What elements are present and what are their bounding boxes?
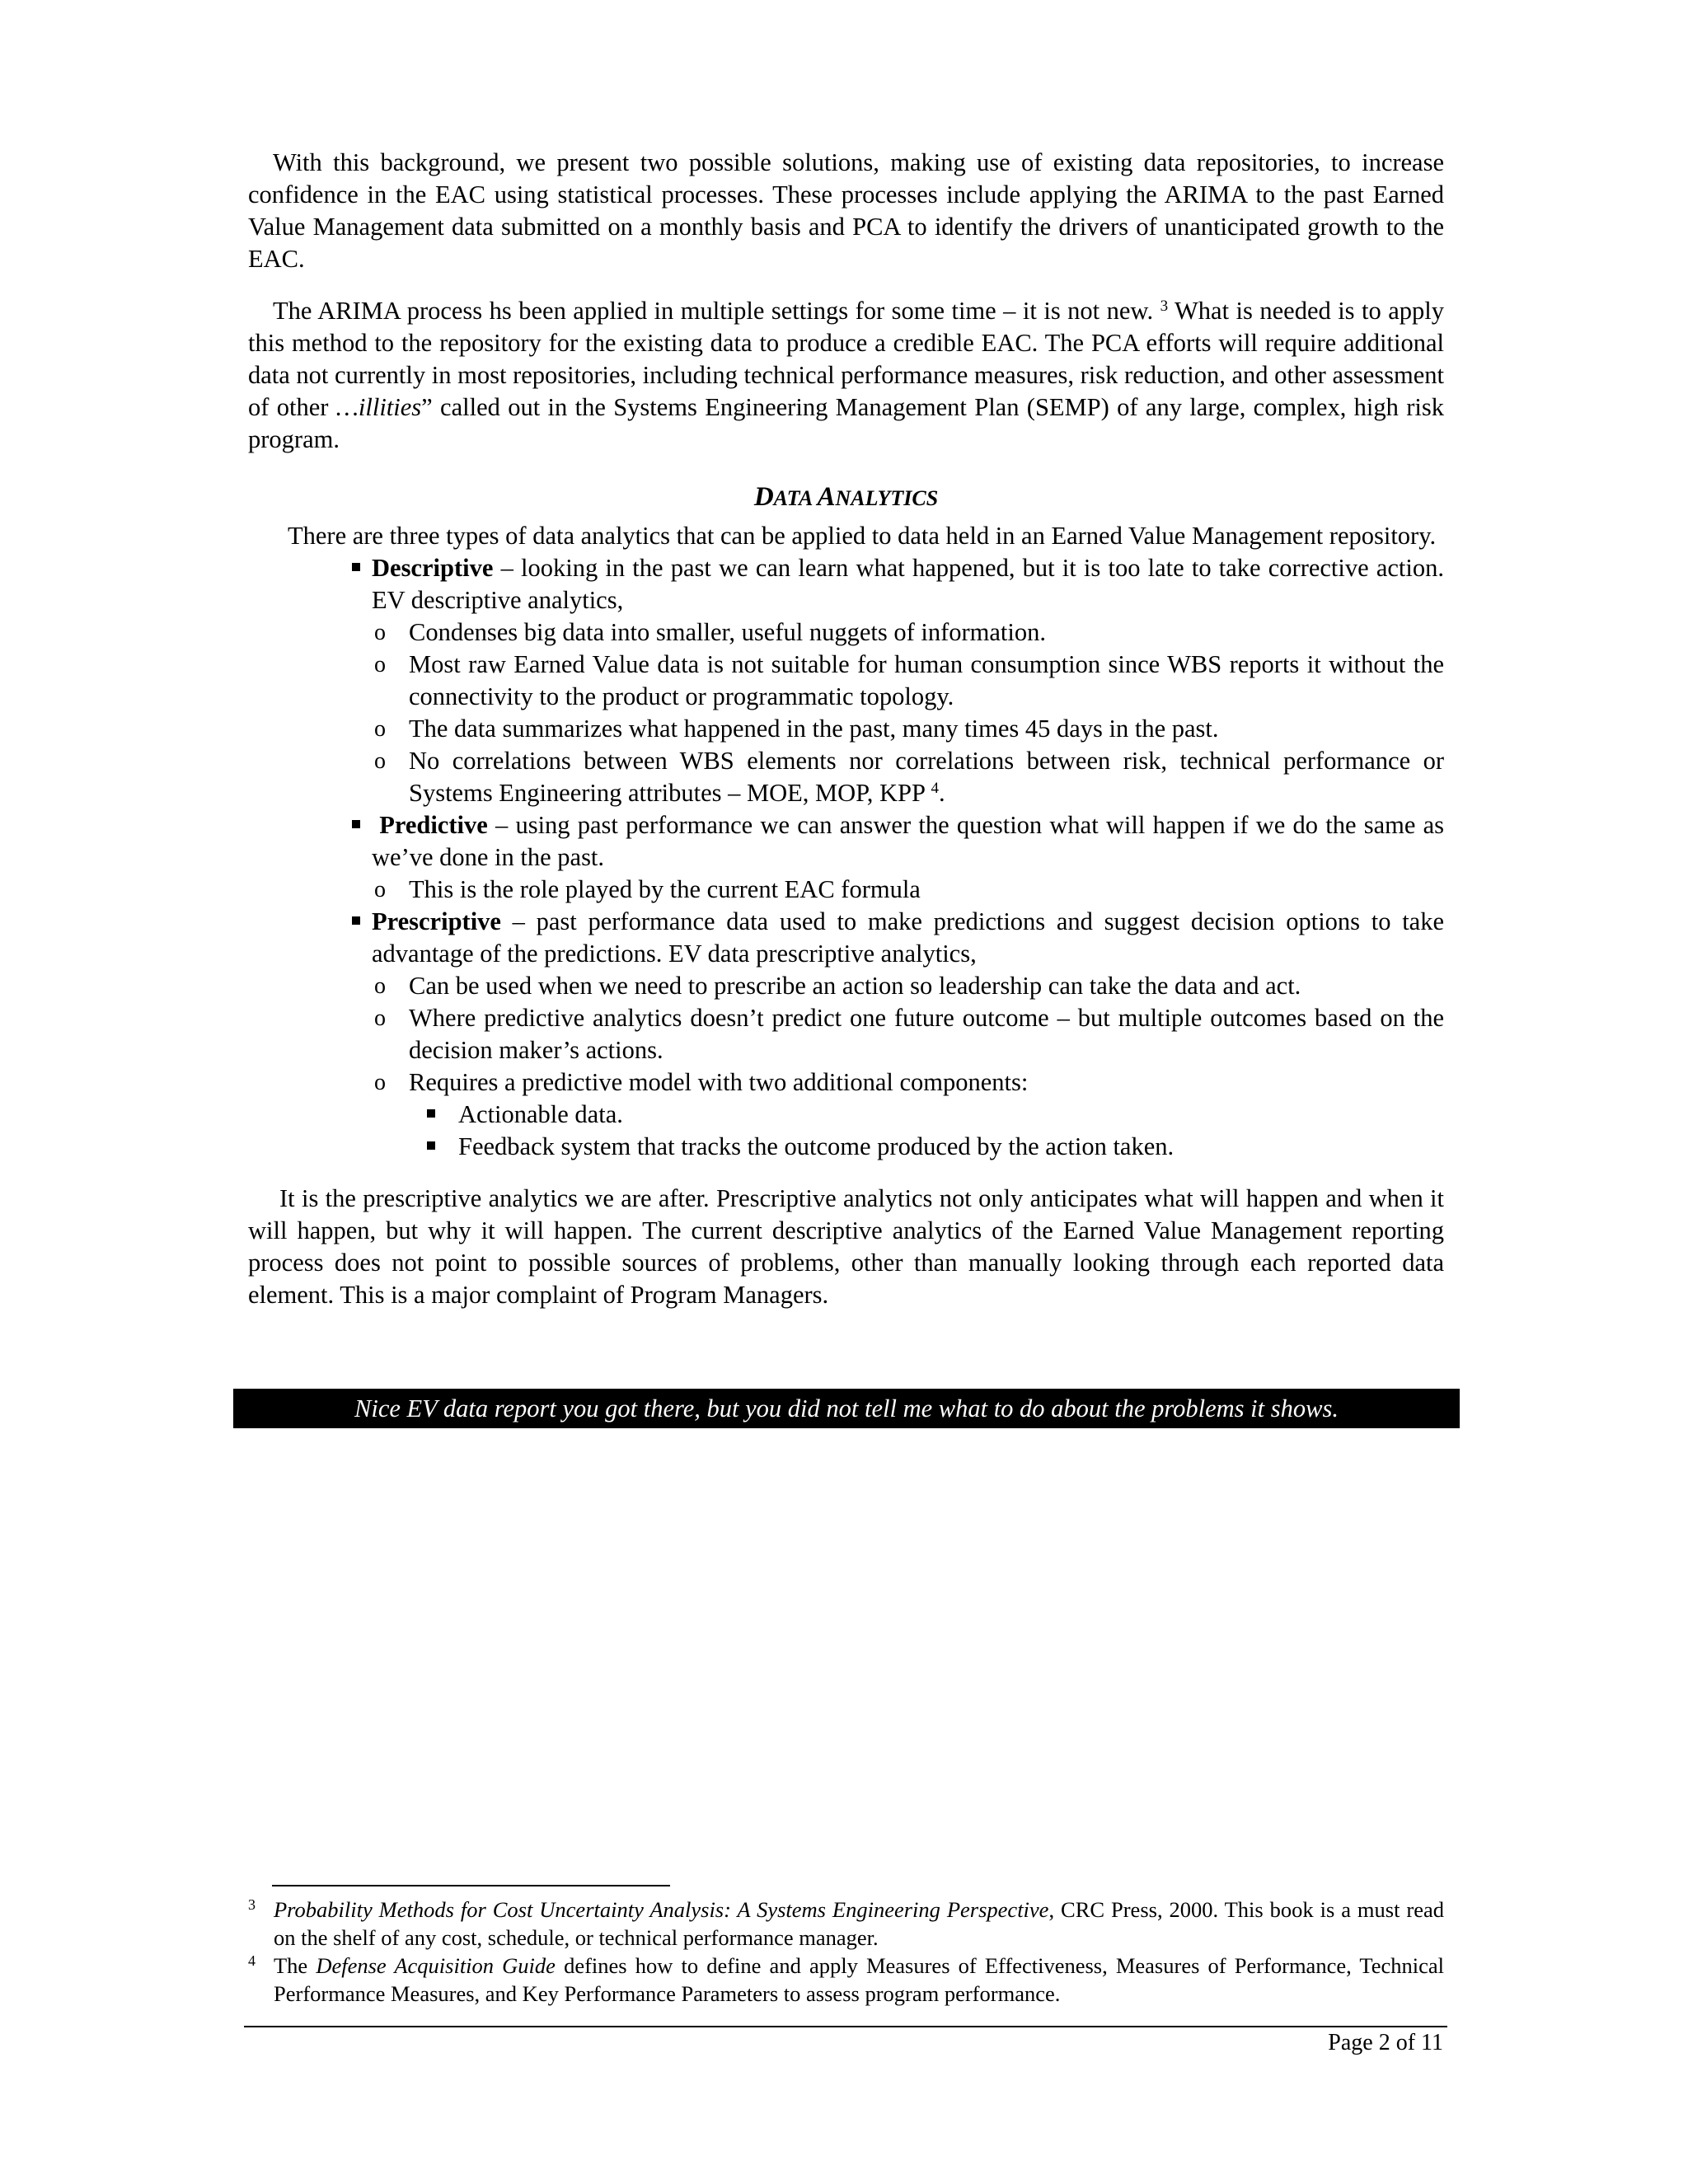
square-bullet-icon bbox=[352, 563, 360, 571]
square-bullet-icon bbox=[352, 820, 360, 828]
descriptive-text: – looking in the past we can learn what happened, but it is too late to take corrective action. EV descriptive analytics, bbox=[372, 554, 1444, 614]
descriptive-sublist bbox=[372, 616, 1444, 809]
body-text bbox=[248, 147, 1444, 1311]
list-item: o Requires a predictive model with two additional components: Actionable data. Feedback system that tracks the outcome produced by the action taken. bbox=[409, 1066, 1444, 1163]
list-item: Actionable data. bbox=[458, 1099, 1444, 1131]
arima-text-c: ” called out in the Systems Engineering Management Plan (SEMP) of any large, complex, high risk program. bbox=[248, 393, 1444, 453]
prescriptive-text: – past performance data used to make predictions and suggest decision options to take advantage of the predictions. EV data prescriptive analytics, bbox=[372, 907, 1444, 968]
circle-bullet-icon: o bbox=[374, 1070, 386, 1095]
section-heading-data-analytics bbox=[248, 480, 1444, 515]
heading-rest-nalytics: NALYTICS bbox=[835, 486, 939, 510]
square-bullet-icon bbox=[352, 916, 360, 925]
list-item-descriptive bbox=[372, 552, 1444, 809]
components-sublist bbox=[409, 1099, 1444, 1163]
footnote-title: Defense Acquisition Guide bbox=[316, 1953, 556, 1978]
paragraph-background: With this background, we present two possible solutions, making use of existing data repositories, to increase confidence in the EAC using statistical processes. These processes include applying the ARIMA to the past Earned Value Management data submitted on a monthly basis and PCA to identify the drivers of unanticipated growth to the EAC. bbox=[248, 148, 1444, 273]
arima-text-b: What is needed is to apply this method to the repository for the existing data to produce a credible EAC. The PCA efforts will require additional data not currently in most repositories, including technical performance measures, risk reduction, and other assessment of other bbox=[248, 297, 1445, 421]
square-bullet-icon bbox=[427, 1141, 435, 1150]
circle-bullet-icon: o bbox=[374, 652, 386, 677]
footnote-text: defines how to define and apply Measures of Effectiveness, Measures of Performance, Technical Performance Measures, and Key Performance Parameters to assess program performance. bbox=[274, 1953, 1444, 2006]
list-item-prescriptive bbox=[372, 906, 1444, 1163]
page-number: Page 2 of 11 bbox=[1328, 2030, 1443, 2055]
circle-bullet-icon: o bbox=[374, 1005, 386, 1031]
footnote-mark: 4 bbox=[248, 1952, 256, 1969]
footnote-3 bbox=[248, 1896, 1444, 1952]
heading-cap-a: A bbox=[817, 482, 836, 512]
section-intro: There are three types of data analytics that can be applied to data held in an Earned Value Management repository. bbox=[288, 522, 1437, 550]
predictive-text: – using past performance we can answer the question what will happen if we do the same as we’ve done in the past. bbox=[372, 811, 1444, 871]
list-item: o The data summarizes what happened in the past, many times 45 days in the past. bbox=[409, 713, 1444, 745]
list-item: o This is the role played by the current EAC formula bbox=[409, 874, 1444, 906]
circle-bullet-icon: o bbox=[374, 748, 386, 774]
heading-cap-d: D bbox=[753, 482, 774, 512]
footnote-mark: 3 bbox=[248, 1896, 256, 1913]
footnote-ref-4[interactable]: 4 bbox=[931, 780, 939, 797]
arima-text-a: The ARIMA process hs been applied in multiple settings for some time – it is not new. bbox=[273, 297, 1160, 325]
paragraph-arima bbox=[248, 295, 1444, 456]
list-item-predictive bbox=[372, 809, 1444, 906]
term-predictive: Predictive bbox=[379, 811, 488, 839]
list-item: o Can be used when we need to prescribe an action so leadership can take the data and act. bbox=[409, 970, 1444, 1002]
circle-bullet-icon: o bbox=[374, 877, 386, 902]
footnote-ref-3[interactable]: 3 bbox=[1160, 298, 1169, 315]
footnote-separator bbox=[272, 1885, 670, 1886]
heading-rest-ata: ATA bbox=[773, 486, 818, 510]
illities-term: …illities bbox=[335, 393, 422, 421]
list-item: o Where predictive analytics doesn’t predict one future outcome – but multiple outcomes based on the decision maker’s actions. bbox=[374, 1004, 1444, 1064]
footnote-title: Probability Methods for Cost Uncertainty Analysis: A Systems Engineering Perspective bbox=[274, 1897, 1049, 1922]
list-item: o Most raw Earned Value data is not suitable for human consumption since WBS reports it without the connectivity to the product or programmatic topology. bbox=[374, 650, 1444, 710]
circle-bullet-icon: o bbox=[374, 716, 386, 742]
analytics-types-list bbox=[248, 552, 1444, 1163]
footnotes bbox=[248, 1896, 1444, 2008]
footnote-text: , CRC Press, 2000. This book is a must read on the shelf of any cost, schedule, or technical performance manager. bbox=[274, 1897, 1444, 1950]
paragraph-prescriptive: It is the prescriptive analytics we are after. Prescriptive analytics not only anticipates what will happen and when it will happen, but why it will happen. The current descriptive analytics of the Earned Value Management reporting process does not point to possible sources of problems, other than manually looking through each reported data element. This is a major complaint of Program Managers. bbox=[248, 1184, 1444, 1309]
pull-quote-banner: Nice EV data report you got there, but you did not tell me what to do about the problems it shows. bbox=[233, 1389, 1460, 1428]
footnote-pre: The bbox=[274, 1953, 316, 1978]
list-item: o Condenses big data into smaller, useful nuggets of information. bbox=[409, 616, 1444, 649]
footer-separator bbox=[244, 2026, 1447, 2027]
list-item: Feedback system that tracks the outcome produced by the action taken. bbox=[458, 1131, 1444, 1163]
term-prescriptive: Prescriptive bbox=[372, 907, 501, 935]
prescriptive-sublist bbox=[372, 970, 1444, 1163]
list-item: o No correlations between WBS elements nor correlations between risk, technical performance or Systems Engineering attributes – MOE, MOP, KPP $^4$. bbox=[374, 747, 1444, 807]
predictive-sublist bbox=[372, 874, 1444, 906]
square-bullet-icon bbox=[427, 1109, 435, 1118]
term-descriptive: Descriptive bbox=[372, 554, 494, 582]
footnote-4 bbox=[248, 1952, 1444, 2008]
circle-bullet-icon: o bbox=[374, 620, 386, 645]
circle-bullet-icon: o bbox=[374, 973, 386, 999]
